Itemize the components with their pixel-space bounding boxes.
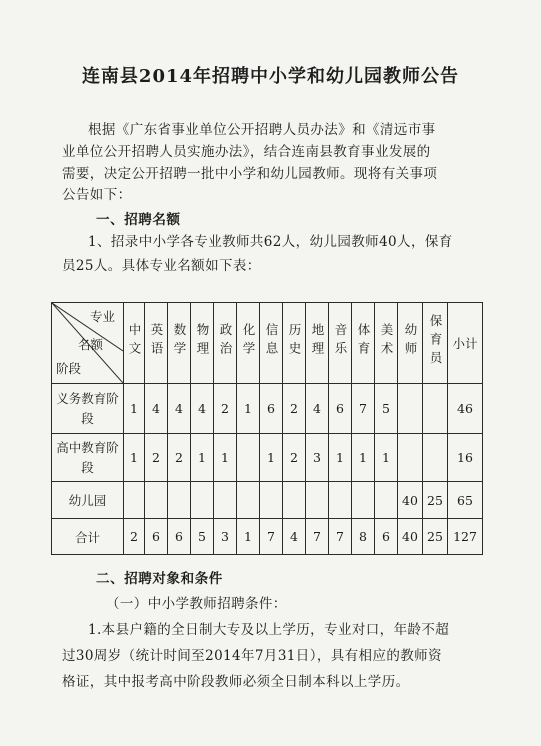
table-header-cell: 物理 <box>191 303 214 384</box>
table-cell: 25 <box>423 482 448 519</box>
table-cell: 1 <box>375 434 398 482</box>
table-cell <box>398 434 423 482</box>
table-cell: 6 <box>375 519 398 555</box>
table-header-cell: 幼师 <box>398 303 423 384</box>
table-cell: 1 <box>352 434 375 482</box>
table-header-cell: 美术 <box>375 303 398 384</box>
table-cell-subtotal: 127 <box>448 519 483 555</box>
section-2-line-3: 格证，其中报考高中阶段教师必须全日制本科以上学历。 <box>62 674 410 690</box>
table-row <box>52 434 483 482</box>
table-header-cell: 音乐 <box>329 303 352 384</box>
table-cell: 4 <box>168 384 191 434</box>
table-cell-subtotal: 65 <box>448 482 483 519</box>
table-header-cell: 保育员 <box>423 303 448 384</box>
table-cell <box>237 482 260 519</box>
table-cell <box>168 482 191 519</box>
table-cell: 1 <box>214 434 237 482</box>
table-cell: 7 <box>306 519 329 555</box>
table-cell: 6 <box>329 384 352 434</box>
table-cell <box>283 482 306 519</box>
row-label: 合计 <box>52 519 124 555</box>
table-cell: 3 <box>214 519 237 555</box>
table-cell <box>423 434 448 482</box>
table-cell: 4 <box>191 384 214 434</box>
table-cell: 2 <box>283 384 306 434</box>
table-cell <box>124 482 145 519</box>
table-row <box>52 482 483 519</box>
table-cell <box>375 482 398 519</box>
table-row <box>52 384 483 434</box>
quota-table <box>51 302 483 555</box>
table-cell: 4 <box>306 384 329 434</box>
table-cell <box>398 384 423 434</box>
table-cell: 2 <box>145 434 168 482</box>
table-cell <box>145 482 168 519</box>
table-cell: 2 <box>168 434 191 482</box>
table-cell: 3 <box>306 434 329 482</box>
table-cell: 6 <box>168 519 191 555</box>
table-cell: 1 <box>237 519 260 555</box>
row-label: 幼儿园 <box>52 482 124 519</box>
section-2-line-1: 1.本县户籍的全日制大专及以上学历，专业对口，年龄不超 <box>88 622 450 638</box>
table-cell: 6 <box>260 384 283 434</box>
table-cell: 4 <box>283 519 306 555</box>
intro-line-2: 业单位公开招聘人员实施办法》，结合连南县教育事业发展的 <box>62 144 431 160</box>
table-header-cell: 地理 <box>306 303 329 384</box>
table-cell: 1 <box>260 434 283 482</box>
table-cell: 7 <box>329 519 352 555</box>
table-cell <box>329 482 352 519</box>
table-cell: 7 <box>352 384 375 434</box>
section-1-heading: 一、招聘名额 <box>96 212 181 228</box>
table-cell: 5 <box>191 519 214 555</box>
row-label: 义务教育阶段 <box>52 384 124 434</box>
table-header-cell: 英语 <box>145 303 168 384</box>
table-header-cell: 数学 <box>168 303 191 384</box>
table-header-cell: 政治 <box>214 303 237 384</box>
intro-line-4: 公告如下： <box>62 187 132 203</box>
document-title: 连南县2014年招聘中小学和幼儿园教师公告 <box>81 66 460 87</box>
table-cell: 6 <box>145 519 168 555</box>
section-2-line-2: 过30周岁（统计时间至2014年7月31日），具有相应的教师资 <box>62 648 442 664</box>
corner-label-stage: 阶段 <box>56 361 82 376</box>
table-cell: 4 <box>145 384 168 434</box>
table-row-total <box>52 519 483 555</box>
table-cell: 1 <box>191 434 214 482</box>
table-cell: 2 <box>214 384 237 434</box>
section-1-line-1: 1、招录中小学各专业教师共62人，幼儿园教师40人，保育 <box>88 234 453 250</box>
table-cell: 40 <box>398 519 423 555</box>
table-cell: 1 <box>124 384 145 434</box>
table-header-cell: 信息 <box>260 303 283 384</box>
table-cell <box>352 482 375 519</box>
table-header-cell: 体育 <box>352 303 375 384</box>
table-cell-subtotal: 16 <box>448 434 483 482</box>
table-corner-cell <box>52 303 124 384</box>
table-cell <box>423 384 448 434</box>
table-cell: 40 <box>398 482 423 519</box>
table-cell: 1 <box>237 384 260 434</box>
section-1-line-2: 员25人。具体专业名额如下表： <box>62 258 261 274</box>
corner-label-subject: 专业 <box>89 309 115 324</box>
table-cell <box>191 482 214 519</box>
row-label: 高中教育阶段 <box>52 434 124 482</box>
table-cell: 2 <box>124 519 145 555</box>
table-cell <box>214 482 237 519</box>
table-cell-subtotal: 46 <box>448 384 483 434</box>
table-cell: 7 <box>260 519 283 555</box>
intro-line-1: 根据《广东省事业单位公开招聘人员办法》和《清远市事 <box>88 122 436 138</box>
table-header-cell: 历史 <box>283 303 306 384</box>
table-cell: 8 <box>352 519 375 555</box>
section-2-heading: 二、招聘对象和条件 <box>96 571 223 587</box>
table-cell: 5 <box>375 384 398 434</box>
table-cell: 1 <box>329 434 352 482</box>
table-cell: 1 <box>124 434 145 482</box>
table-header-cell: 化学 <box>237 303 260 384</box>
intro-line-3: 需要，决定公开招聘一批中小学和幼儿园教师。现将有关事项 <box>62 166 438 182</box>
table-header-row <box>52 303 483 384</box>
corner-label-quota: 名额 <box>78 337 104 352</box>
table-cell: 25 <box>423 519 448 555</box>
table-header-cell: 中文 <box>124 303 145 384</box>
table-cell <box>306 482 329 519</box>
section-2-subheading: （一）中小学教师招聘条件： <box>106 596 287 612</box>
table-cell: 2 <box>283 434 306 482</box>
table-cell <box>260 482 283 519</box>
table-cell <box>237 434 260 482</box>
table-header-cell-subtotal: 小计 <box>448 303 483 384</box>
